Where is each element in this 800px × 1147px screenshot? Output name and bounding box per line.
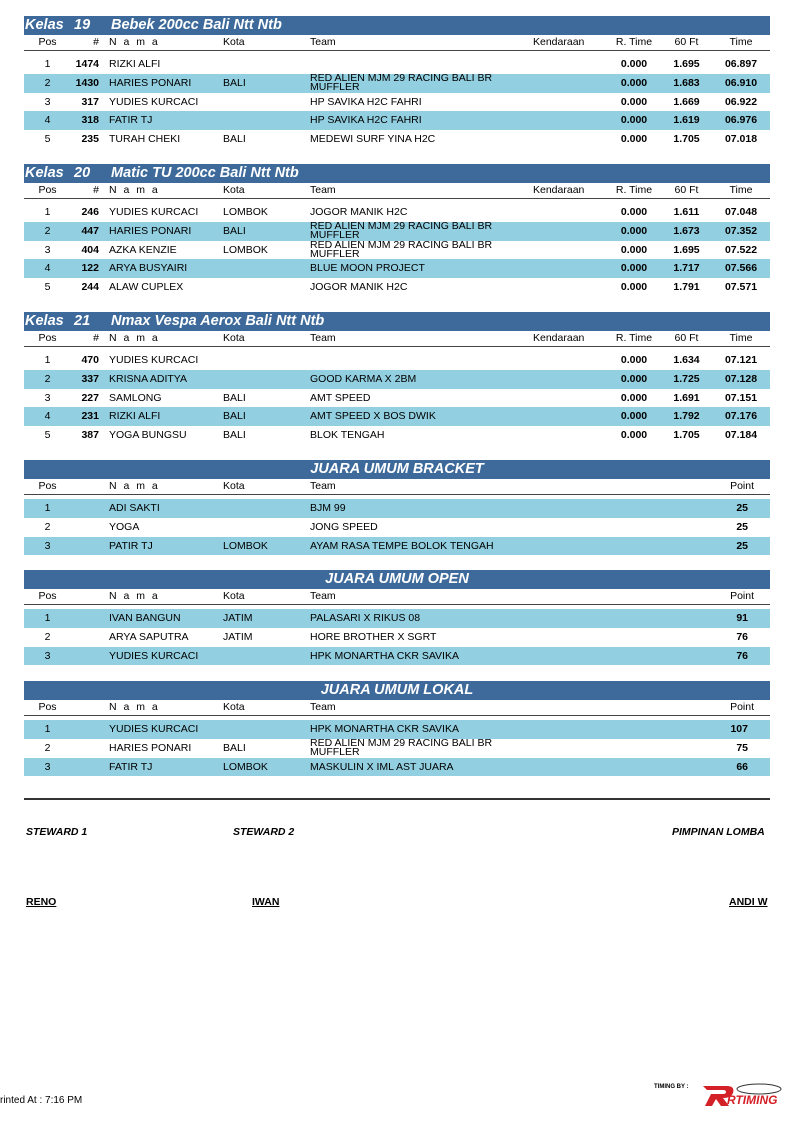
name-cell: ALAW CUPLEX (109, 281, 184, 294)
col-point: Point (730, 701, 754, 713)
name-cell: HARIES PONARI (109, 76, 192, 89)
name-cell: RIZKI ALFI (109, 58, 161, 70)
col-team: Team (310, 480, 336, 492)
team-cell: AMT SPEED X BOS DWIK (310, 410, 436, 423)
pos-cell: 4 (44, 410, 51, 423)
col-kend: Kendaraan (533, 332, 585, 344)
number-cell: 122 (81, 262, 99, 275)
standing-section (24, 570, 770, 665)
pos-cell: 3 (44, 760, 51, 773)
name-cell: PATIR TJ (109, 539, 153, 552)
printed-at: rinted At : 7:16 PM (0, 1095, 83, 1106)
time-cell: 07.128 (724, 372, 758, 385)
time-cell: 06.976 (724, 114, 758, 127)
pos-cell: 3 (44, 539, 51, 552)
class-section (24, 312, 770, 445)
team-cell: HORE BROTHER X SGRT (310, 630, 437, 643)
number-cell: 337 (81, 372, 99, 385)
sixty-ft-cell: 1.725 (673, 372, 700, 385)
signature-divider (24, 798, 770, 800)
pos-cell: 1 (44, 723, 51, 735)
col-nama: N a m a (109, 701, 160, 713)
team-cell: JOGOR MANIK H2C (310, 206, 408, 218)
city-cell: BALI (223, 429, 246, 442)
point-cell: 107 (730, 723, 748, 735)
team-cell: GOOD KARMA X 2BM (310, 372, 417, 385)
standing-section (24, 460, 770, 555)
sixty-ft-cell: 1.634 (673, 354, 700, 366)
standing-title: JUARA UMUM LOKAL (320, 682, 474, 698)
table-row (24, 628, 770, 647)
pos-cell: 5 (44, 429, 51, 442)
col-team: Team (310, 590, 336, 602)
table-row (24, 74, 770, 93)
reaction-time-cell: 0.000 (620, 76, 648, 89)
class-number: 19 (74, 17, 91, 33)
name-cell: YUDIES KURCACI (109, 649, 199, 662)
time-cell: 07.571 (724, 281, 758, 294)
standing-header (24, 460, 770, 479)
city-cell: JATIM (223, 630, 253, 643)
reaction-time-cell: 0.000 (620, 58, 648, 70)
col-ft: 60 Ft (674, 332, 699, 344)
pos-cell: 1 (44, 612, 51, 624)
standing-title: JUARA UMUM OPEN (325, 571, 469, 587)
sixty-ft-cell: 1.705 (673, 429, 700, 442)
timing-logo (652, 1082, 787, 1108)
team-cell: AYAM RASA TEMPE BOLOK TENGAH (310, 539, 494, 552)
reaction-time-cell: 0.000 (620, 391, 648, 404)
col-nama: N a m a (109, 332, 160, 344)
city-cell: JATIM (223, 612, 253, 624)
time-cell: 07.048 (724, 206, 758, 218)
col-ft: 60 Ft (674, 36, 699, 48)
number-cell: 317 (81, 95, 99, 108)
number-cell: 404 (81, 243, 99, 256)
number-cell: 231 (81, 410, 99, 423)
name-cell: RIZKI ALFI (109, 410, 161, 423)
name-cell: YUDIES KURCACI (109, 354, 199, 366)
brand-text: RTIMING (727, 1093, 778, 1107)
column-header-row (24, 479, 770, 495)
team-cell: BLOK TENGAH (310, 429, 385, 442)
point-cell: 25 (736, 520, 748, 533)
point-cell: 25 (736, 502, 748, 514)
col-kota: Kota (223, 480, 245, 492)
name-cell: YOGA BUNGSU (109, 429, 187, 442)
reaction-time-cell: 0.000 (620, 372, 648, 385)
class-section (24, 164, 770, 297)
team-cell: JONG SPEED (310, 520, 378, 533)
pos-cell: 2 (44, 372, 51, 385)
table-row (24, 407, 770, 426)
team-cell: RED ALIEN MJM 29 RACING BALI BR MUFFLER (310, 240, 493, 260)
class-number: 21 (74, 313, 91, 329)
standing-title: JUARA UMUM BRACKET (310, 461, 484, 477)
table-row (24, 259, 770, 278)
sixty-ft-cell: 1.683 (673, 76, 700, 89)
col-pos: Pos (38, 332, 57, 344)
name-cell: FATIR TJ (109, 760, 153, 773)
column-header-row (24, 589, 770, 605)
col-kota: Kota (223, 701, 245, 713)
number-cell: 1474 (75, 58, 99, 70)
pos-cell: 2 (44, 76, 51, 89)
col-kota: Kota (223, 36, 245, 48)
point-cell: 76 (736, 630, 748, 643)
name-cell: AZKA KENZIE (109, 243, 177, 256)
reaction-time-cell: 0.000 (620, 206, 648, 218)
class-header (24, 16, 770, 35)
pos-cell: 4 (44, 114, 51, 127)
name-cell: FATIR TJ (109, 114, 153, 127)
col-pos: Pos (38, 701, 57, 713)
table-row (24, 111, 770, 130)
sixty-ft-cell: 1.673 (673, 224, 700, 237)
sixty-ft-cell: 1.695 (673, 58, 700, 70)
pos-cell: 3 (44, 95, 51, 108)
time-cell: 07.151 (724, 391, 758, 404)
table-row (24, 499, 770, 518)
col-kend: Kendaraan (533, 184, 585, 196)
col-rt: R. Time (615, 36, 653, 48)
pos-cell: 3 (44, 649, 51, 662)
point-cell: 76 (736, 649, 748, 662)
name-cell: ARYA BUSYAIRI (109, 262, 188, 275)
team-cell: RED ALIEN MJM 29 RACING BALI BR MUFFLER (310, 73, 493, 93)
reaction-time-cell: 0.000 (620, 281, 648, 294)
time-cell: 07.176 (724, 410, 758, 423)
table-row (24, 720, 770, 739)
col-nama: N a m a (109, 480, 160, 492)
reaction-time-cell: 0.000 (620, 429, 648, 442)
team-cell: PALASARI X RIKUS 08 (310, 612, 421, 624)
col-kota: Kota (223, 332, 245, 344)
table-row (24, 130, 770, 149)
city-cell: LOMBOK (223, 760, 268, 773)
pos-cell: 1 (44, 58, 51, 70)
table-row (24, 222, 770, 241)
name-cell: YUDIES KURCACI (109, 723, 199, 735)
team-cell: HPK MONARTHA CKR SAVIKA (310, 649, 459, 662)
reaction-time-cell: 0.000 (620, 95, 648, 108)
col-kota: Kota (223, 184, 245, 196)
point-cell: 25 (736, 539, 748, 552)
table-row (24, 241, 770, 260)
rtiming-logo-icon (697, 1082, 787, 1108)
number-cell: 227 (81, 391, 99, 404)
city-cell: LOMBOK (223, 243, 268, 256)
table-row (24, 609, 770, 628)
class-label: Kelas (25, 313, 64, 329)
name-cell: YUDIES KURCACI (109, 206, 199, 218)
col-team: Team (310, 701, 336, 713)
class-number: 20 (74, 165, 91, 181)
class-name: Nmax Vespa Aerox Bali Ntt Ntb (111, 313, 325, 329)
pos-cell: 2 (44, 741, 51, 754)
table-row (24, 351, 770, 370)
col-nama: N a m a (109, 36, 160, 48)
col-time: Time (729, 36, 753, 48)
number-cell: 387 (81, 429, 99, 442)
name-cell: KRISNA ADITYA (109, 372, 187, 385)
col-no: # (93, 332, 99, 344)
col-ft: 60 Ft (674, 184, 699, 196)
sixty-ft-cell: 1.611 (673, 206, 700, 218)
team-cell: HPK MONARTHA CKR SAVIKA (310, 723, 459, 735)
reaction-time-cell: 0.000 (620, 133, 648, 146)
pos-cell: 1 (44, 206, 51, 218)
city-cell: LOMBOK (223, 206, 268, 218)
col-pos: Pos (38, 36, 57, 48)
pos-cell: 2 (44, 224, 51, 237)
name-cell: ARYA SAPUTRA (109, 630, 189, 643)
city-cell: BALI (223, 133, 246, 146)
pos-cell: 5 (44, 281, 51, 294)
col-pos: Pos (38, 480, 57, 492)
class-name: Bebek 200cc Bali Ntt Ntb (111, 17, 282, 33)
table-row (24, 647, 770, 666)
name-cell: SAMLONG (109, 391, 162, 404)
table-row (24, 537, 770, 556)
col-kota: Kota (223, 590, 245, 602)
point-cell: 75 (736, 741, 748, 754)
standing-header (24, 570, 770, 589)
table-row (24, 739, 770, 758)
reaction-time-cell: 0.000 (620, 243, 648, 256)
sixty-ft-cell: 1.717 (673, 262, 700, 275)
col-team: Team (310, 184, 336, 196)
col-nama: N a m a (109, 590, 160, 602)
time-cell: 06.910 (724, 76, 758, 89)
steward2-title: STEWARD 2 (233, 826, 295, 838)
col-rt: R. Time (615, 332, 653, 344)
number-cell: 246 (81, 206, 99, 218)
col-time: Time (729, 184, 753, 196)
reaction-time-cell: 0.000 (620, 224, 648, 237)
time-cell: 07.184 (724, 429, 758, 442)
pos-cell: 2 (44, 630, 51, 643)
pos-cell: 4 (44, 262, 51, 275)
city-cell: LOMBOK (223, 539, 268, 552)
team-cell: HP SAVIKA H2C FAHRI (310, 114, 422, 127)
city-cell: BALI (223, 76, 246, 89)
table-row (24, 55, 770, 74)
city-cell: BALI (223, 224, 246, 237)
column-header-row (24, 183, 770, 199)
timing-by-label: TIMING BY : (654, 1084, 689, 1090)
name-cell: HARIES PONARI (109, 741, 192, 754)
time-cell: 07.522 (724, 243, 758, 256)
number-cell: 318 (81, 114, 99, 127)
pos-cell: 5 (44, 133, 51, 146)
reaction-time-cell: 0.000 (620, 354, 648, 366)
col-no: # (93, 184, 99, 196)
standing-section (24, 681, 770, 776)
team-cell: HP SAVIKA H2C FAHRI (310, 95, 422, 108)
col-rt: R. Time (615, 184, 653, 196)
pos-cell: 2 (44, 520, 51, 533)
standing-header (24, 681, 770, 700)
name-cell: TURAH CHEKI (109, 133, 181, 146)
pos-cell: 3 (44, 391, 51, 404)
col-kend: Kendaraan (533, 36, 585, 48)
number-cell: 235 (81, 133, 99, 146)
team-cell: BJM 99 (310, 502, 346, 514)
reaction-time-cell: 0.000 (620, 114, 648, 127)
reaction-time-cell: 0.000 (620, 410, 648, 423)
number-cell: 447 (81, 224, 99, 237)
table-row (24, 426, 770, 445)
name-cell: HARIES PONARI (109, 224, 192, 237)
column-header-row (24, 331, 770, 347)
sixty-ft-cell: 1.695 (673, 243, 700, 256)
team-cell: MEDEWI SURF YINA H2C (310, 133, 436, 146)
class-section (24, 16, 770, 149)
team-cell: AMT SPEED (310, 391, 371, 404)
pimpinan-title: PIMPINAN LOMBA (672, 826, 765, 838)
team-cell: BLUE MOON PROJECT (310, 262, 425, 275)
sixty-ft-cell: 1.619 (673, 114, 700, 127)
column-header-row (24, 700, 770, 716)
reaction-time-cell: 0.000 (620, 262, 648, 275)
city-cell: BALI (223, 410, 246, 423)
pos-cell: 1 (44, 502, 51, 514)
table-row (24, 278, 770, 297)
table-row (24, 389, 770, 408)
city-cell: BALI (223, 391, 246, 404)
class-header (24, 164, 770, 183)
sixty-ft-cell: 1.792 (673, 410, 700, 423)
name-cell: IVAN BANGUN (109, 612, 181, 624)
point-cell: 66 (736, 760, 748, 773)
time-cell: 07.566 (724, 262, 758, 275)
time-cell: 06.922 (724, 95, 758, 108)
table-row (24, 93, 770, 112)
column-header-row (24, 35, 770, 51)
sixty-ft-cell: 1.791 (673, 281, 700, 294)
col-no: # (93, 36, 99, 48)
col-point: Point (730, 590, 754, 602)
steward1-title: STEWARD 1 (26, 826, 88, 838)
class-label: Kelas (25, 17, 64, 33)
class-label: Kelas (25, 165, 64, 181)
time-cell: 07.121 (724, 354, 758, 366)
col-team: Team (310, 332, 336, 344)
class-header (24, 312, 770, 331)
col-time: Time (729, 332, 753, 344)
table-row (24, 518, 770, 537)
col-point: Point (730, 480, 754, 492)
sixty-ft-cell: 1.669 (673, 95, 700, 108)
pos-cell: 3 (44, 243, 51, 256)
time-cell: 07.352 (724, 224, 758, 237)
steward1-name: RENO (26, 896, 57, 908)
col-team: Team (310, 36, 336, 48)
col-pos: Pos (38, 184, 57, 196)
col-nama: N a m a (109, 184, 160, 196)
col-pos: Pos (38, 590, 57, 602)
time-cell: 06.897 (724, 58, 758, 70)
table-row (24, 203, 770, 222)
team-cell: RED ALIEN MJM 29 RACING BALI BR MUFFLER (310, 738, 493, 758)
name-cell: YOGA (109, 520, 140, 533)
team-cell: MASKULIN X IML AST JUARA (310, 760, 454, 773)
name-cell: ADI SAKTI (109, 502, 160, 514)
pimpinan-name: ANDI W (729, 896, 768, 908)
point-cell: 91 (736, 612, 748, 624)
team-cell: JOGOR MANIK H2C (310, 281, 408, 294)
sixty-ft-cell: 1.705 (673, 133, 700, 146)
team-cell: RED ALIEN MJM 29 RACING BALI BR MUFFLER (310, 221, 493, 241)
time-cell: 07.018 (724, 133, 758, 146)
number-cell: 244 (81, 281, 99, 294)
number-cell: 470 (81, 354, 99, 366)
pos-cell: 1 (44, 354, 51, 366)
city-cell: BALI (223, 741, 246, 754)
table-row (24, 370, 770, 389)
steward2-name: IWAN (252, 896, 280, 908)
sixty-ft-cell: 1.691 (673, 391, 700, 404)
number-cell: 1430 (75, 76, 99, 89)
table-row (24, 758, 770, 777)
class-name: Matic TU 200cc Bali Ntt Ntb (111, 165, 299, 181)
name-cell: YUDIES KURCACI (109, 95, 199, 108)
